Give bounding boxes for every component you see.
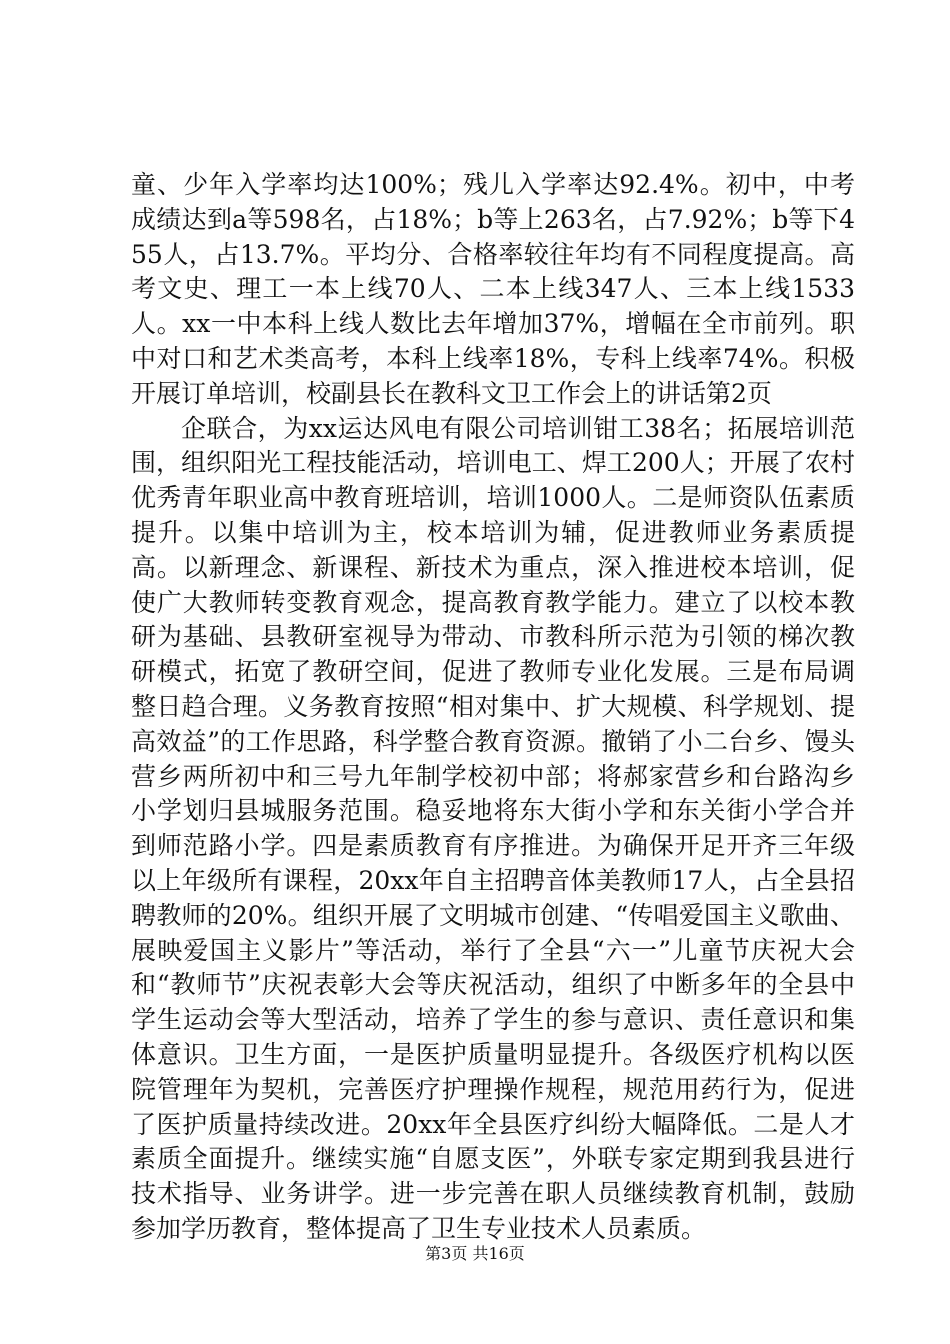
page-footer: 第3页 共16页: [425, 1244, 525, 1263]
document-body: [131, 168, 855, 1247]
paragraph-2: 企联合，为xx运达风电有限公司培训钳工38名；拓展培训范围，组织阳光工程技能活动，培训电工、焊工200人；开展了农村优秀青年职业高中教育班培训，培训1000人。二是师资队伍素质提升。以集中培训为主，校本培训为辅，促进教师业务素质提高。以新理念、新课程、新技术为重点，深入推进校本培训，促使广大教师转变教育观念，提高教育教学能力。建立了以校本教研为基础、县教研室视导为带动、市教科所示范为引领的梯次教研模式，拓宽了教研空间，促进了教师专业化发展。三是布局调整日趋合理。义务教育按照“相对集中、扩大规模、科学规划、提高效益”的工作思路，科学整合教育资源。撤销了小二台乡、馒头营乡两所初中和三号九年制学校初中部；将郝家营乡和台路沟乡小学划归县城服务范围。稳妥地将东大街小学和东关街小学合并到师范路小学。四是素质教育有序推进。为确保开足开齐三年级以上年级所有课程，20xx年自主招聘音体美教师17人，占全县招聘教师的20%。组织开展了文明城市创建、“传唱爱国主义歌曲、展映爱国主义影片”等活动，举行了全县“六一”儿童节庆祝大会和“教师节”庆祝表彰大会等庆祝活动，组织了中断多年的全县中学生运动会等大型活动，培养了学生的参与意识、责任意识和集体意识。卫生方面，一是医护质量明显提升。各级医疗机构以医院管理年为契机，完善医疗护理操作规程，规范用药行为，促进了医护质量持续改进。20xx年全县医疗纠纷大幅降低。二是人才素质全面提升。继续实施“自愿支医”，外联专家定期到我县进行技术指导、业务讲学。进一步完善在职人员继续教育机制，鼓励参加学历教育，整体提高了卫生专业技术人员素质。: [131, 413, 855, 1243]
paragraph-1: 童、少年入学率均达100%；残儿入学率达92.4%。初中，中考成绩达到a等598名，占18%；b等上263名，占7.92%；b等下455人，占13.7%。平均分、合格率较往年均有不同程度提高。高考文史、理工一本上线70人、二本上线347人、三本上线1533人。xx一中本科上线人数比去年增加37%，增幅在全市前列。职中对口和艺术类高考，本科上线率18%，专科上线率74%。积极开展订单培训，校副县长在教科文卫工作会上的讲话第2页: [131, 170, 855, 408]
